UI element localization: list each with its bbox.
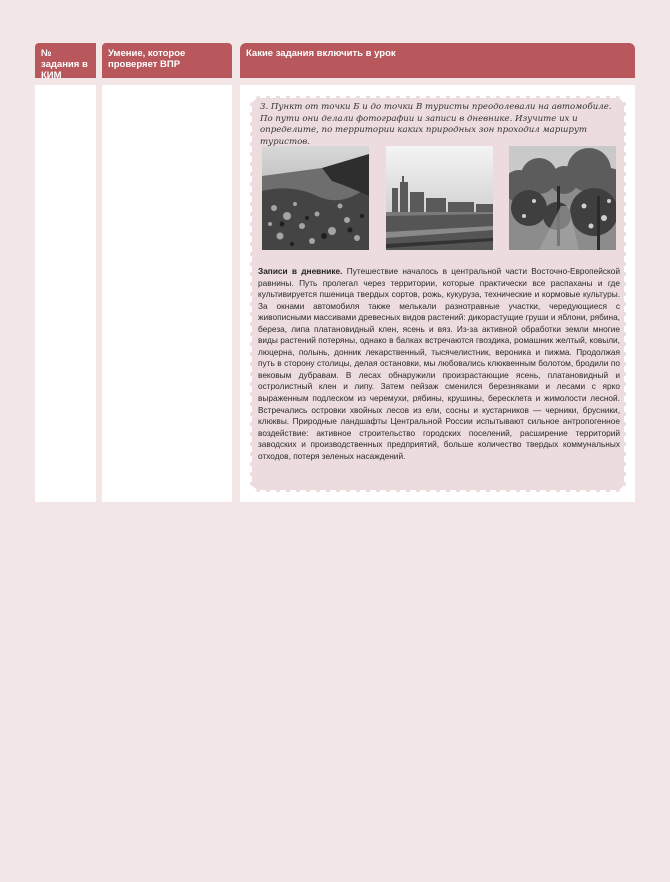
column-skill (102, 85, 232, 502)
header-task-number: № задания в КИМ (35, 43, 96, 78)
photo-apple-orchard (509, 146, 616, 250)
photo-industrial-site (386, 146, 493, 250)
task-question: 3. Пункт от точки Б и до точки В туристы преодолевали на автомобиле. По пути они делали фотографии и записи в дневнике. Изучите их и определите, по территории каких природных зон проходил маршрут туристов. (260, 102, 612, 147)
diary-text: Путешествие началось в центральной части Восточно-Европейской равнины. Путь пролегал через территории, которые практически все распаханы и где культивируется пшеница твердых сортов, рожь, кукуруза, технические и кормовые культуры. За окнами автомобиля также мелькали разнотравные участки, чередующиеся с живописными массивами древесных видов растений: дикорастущие груши и яблони, рябина, береза, липа платановидный клен, ясень и вяз. Из-за активной обработки земли многие виды растений потеряны, однако в балках встречаются гвоздика, ромашник желтый, ковыли, люцерна, полынь, донник лекарственный, тысячелистник, вероника и пижма. Продолжая путь в сторону столицы, делая остановки, мы любовались клюквенным болотом, бродили по вековым дубравам. В лесах обнаружили произрастающие ясень, платановидный и остролистный клен и липу. Затем пейзаж сменился березняками и лесами с ярко выраженным подлеском из черемухи, рябины, крушины, бересклета и жимолости лесной. Встречались островки хвойных лесов из ели, сосны и кустарников — черники, брусники, клюквы. Природные ландшафты Центральной России испытывают сильное антропогенное воздействие: активное строительство городских поселений, расширение территорий заводских и производственных предприятий, больше количество твердых коммунальных отходов, потеря зеленых насаждений. (258, 266, 620, 461)
diary-title: Записи в дневнике. (258, 266, 343, 276)
diary-entry (258, 266, 620, 462)
photo-farmland-rubble (262, 146, 369, 250)
column-task-number (35, 85, 96, 502)
task-box (250, 96, 626, 492)
header-skill: Умение, которое проверяет ВПР (102, 43, 232, 78)
header-tasks-to-include: Какие задания включить в урок (240, 43, 635, 78)
